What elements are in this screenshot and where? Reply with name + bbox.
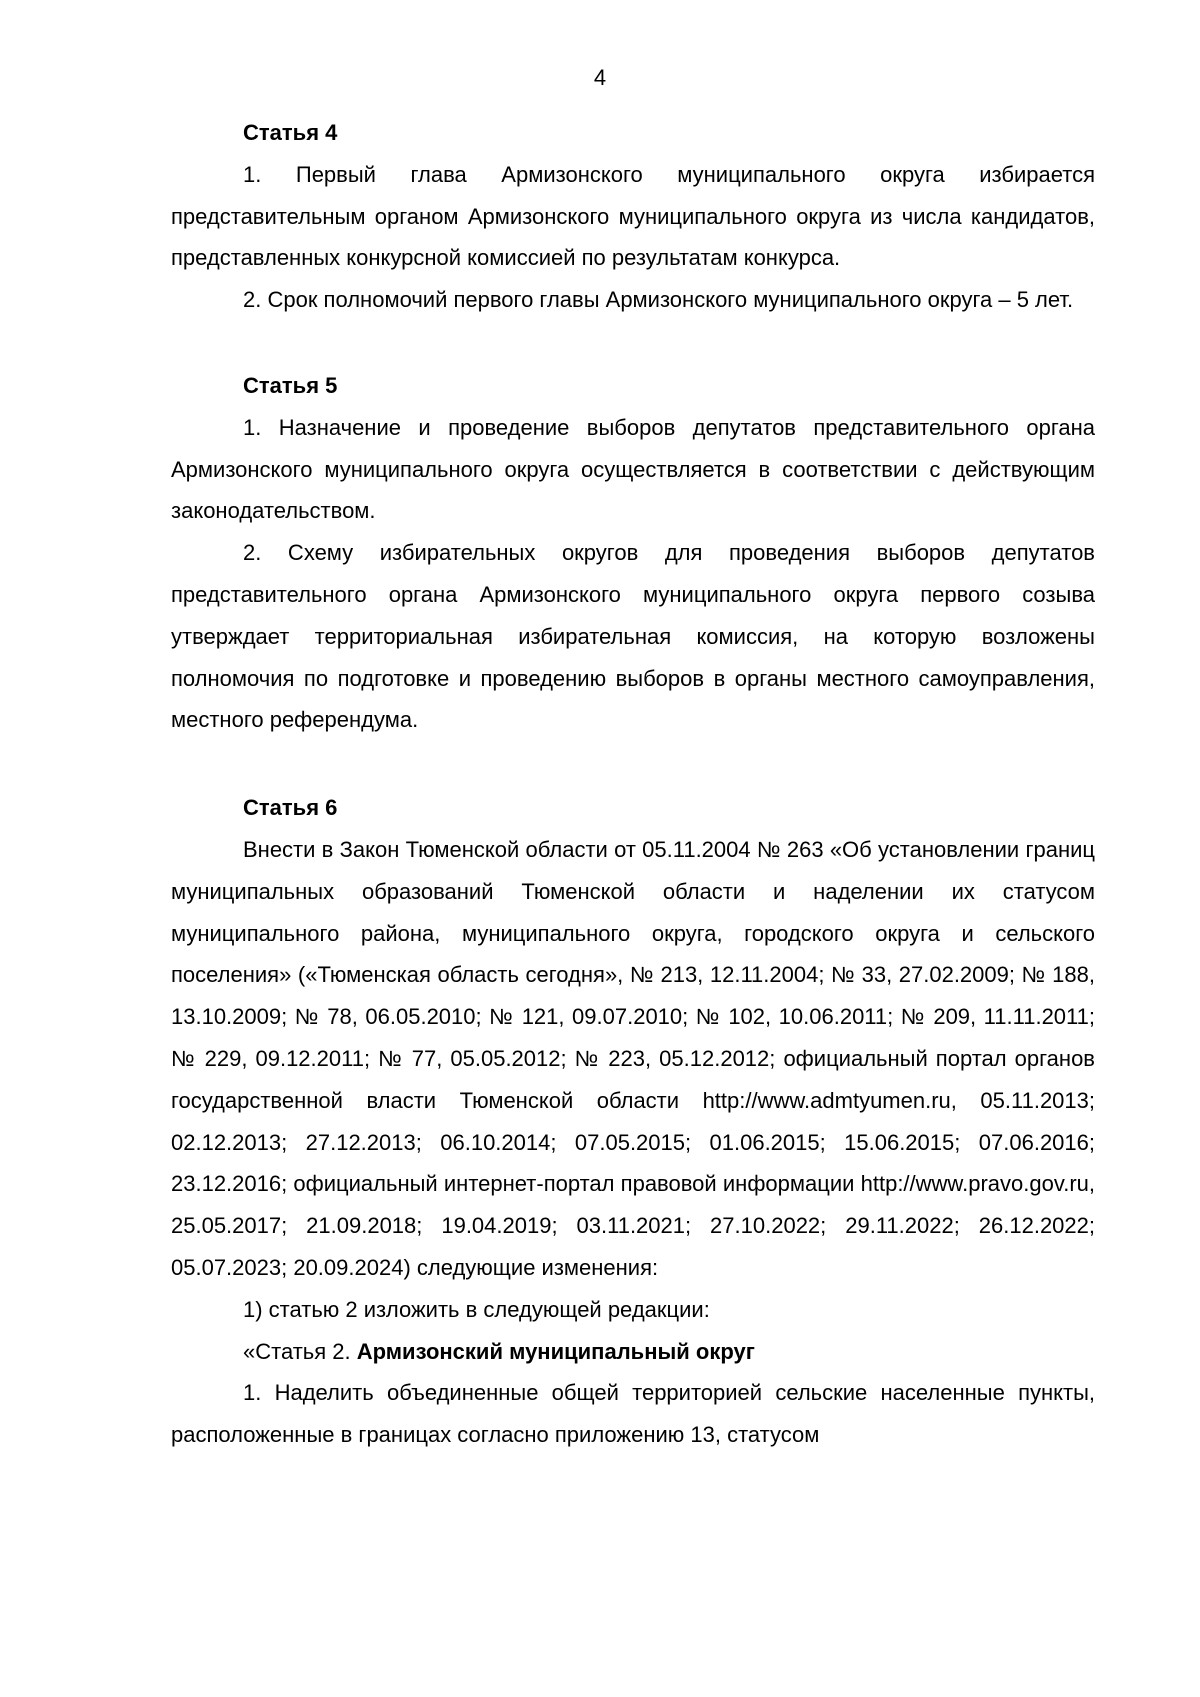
article-paragraph: Внести в Закон Тюменской области от 05.11.2004 № 263 «Об установлении границ муниципальных образований Тюменской области и наделении их статусом муниципального района, муниципального округа, городского округа и сельского поселения» («Тюменская область сегодня», № 213, 12.11.2004; № 33, 27.02.2009; № 188, 13.10.2009; № 78, 06.05.2010; № 121, 09.07.2010; № 102, 10.06.2011; № 209, 11.11.2011; № 229, 09.12.2011; № 77, 05.05.2012; № 223, 05.12.2012; официальный портал органов государственной власти Тюменской области http://www.admtyumen.ru, 05.11.2013; 02.12.2013; 27.12.2013; 06.10.2014; 07.05.2015; 01.06.2015; 15.06.2015; 07.06.2016; 23.12.2016; официальный интернет-портал правовой информации http://www.pravo.gov.ru, 25.05.2017; 21.09.2018; 19.04.2019; 03.11.2021; 27.10.2022; 29.11.2022; 26.12.2022; 05.07.2023; 20.09.2024) следующие изменения:: [171, 836, 1095, 1280]
article-heading: Статья 5: [243, 372, 338, 398]
article-paragraph: 2. Срок полномочий первого главы Армизонского муниципального округа – 5 лет.: [243, 287, 1074, 313]
quoted-article-prefix: «Статья 2.: [243, 1338, 357, 1364]
article-paragraph: 1. Первый глава Армизонского муниципального округа избирается представительным органом Армизонского муниципального округа из числа кандидатов, представленных конкурсной комиссией по результатам конкурса.: [171, 161, 1095, 271]
page-number: 4: [593, 65, 607, 90]
article-paragraph: 1) статью 2 изложить в следующей редакции:: [243, 1296, 710, 1322]
article-6: [171, 787, 1095, 1456]
article-paragraph: 1. Назначение и проведение выборов депутатов представительного органа Армизонского муниципального округа осуществляется в соответствии с действующим законодательством.: [171, 414, 1095, 524]
quoted-article-heading: [171, 1331, 1095, 1373]
quoted-article-title: Армизонский муниципальный округ: [356, 1338, 755, 1364]
article-paragraph: 2. Схему избирательных округов для проведения выборов депутатов представительного органа Армизонского муниципального округа первого созыва утверждает территориальная избирательная комиссия, на которую возложены полномочия по подготовке и проведению выборов в органы местного самоуправления, местного референдума.: [171, 540, 1095, 733]
article-4: [171, 112, 1095, 321]
document-body: [171, 112, 1095, 1456]
article-heading: Статья 4: [243, 120, 338, 145]
section-gap: [171, 741, 1095, 787]
article-heading: Статья 6: [243, 795, 338, 821]
section-gap: [171, 321, 1095, 365]
article-5: [171, 365, 1095, 741]
article-paragraph: 1. Наделить объединенные общей территорией сельские населенные пункты, расположенные в границах согласно приложению 13, статусом: [171, 1380, 1095, 1448]
